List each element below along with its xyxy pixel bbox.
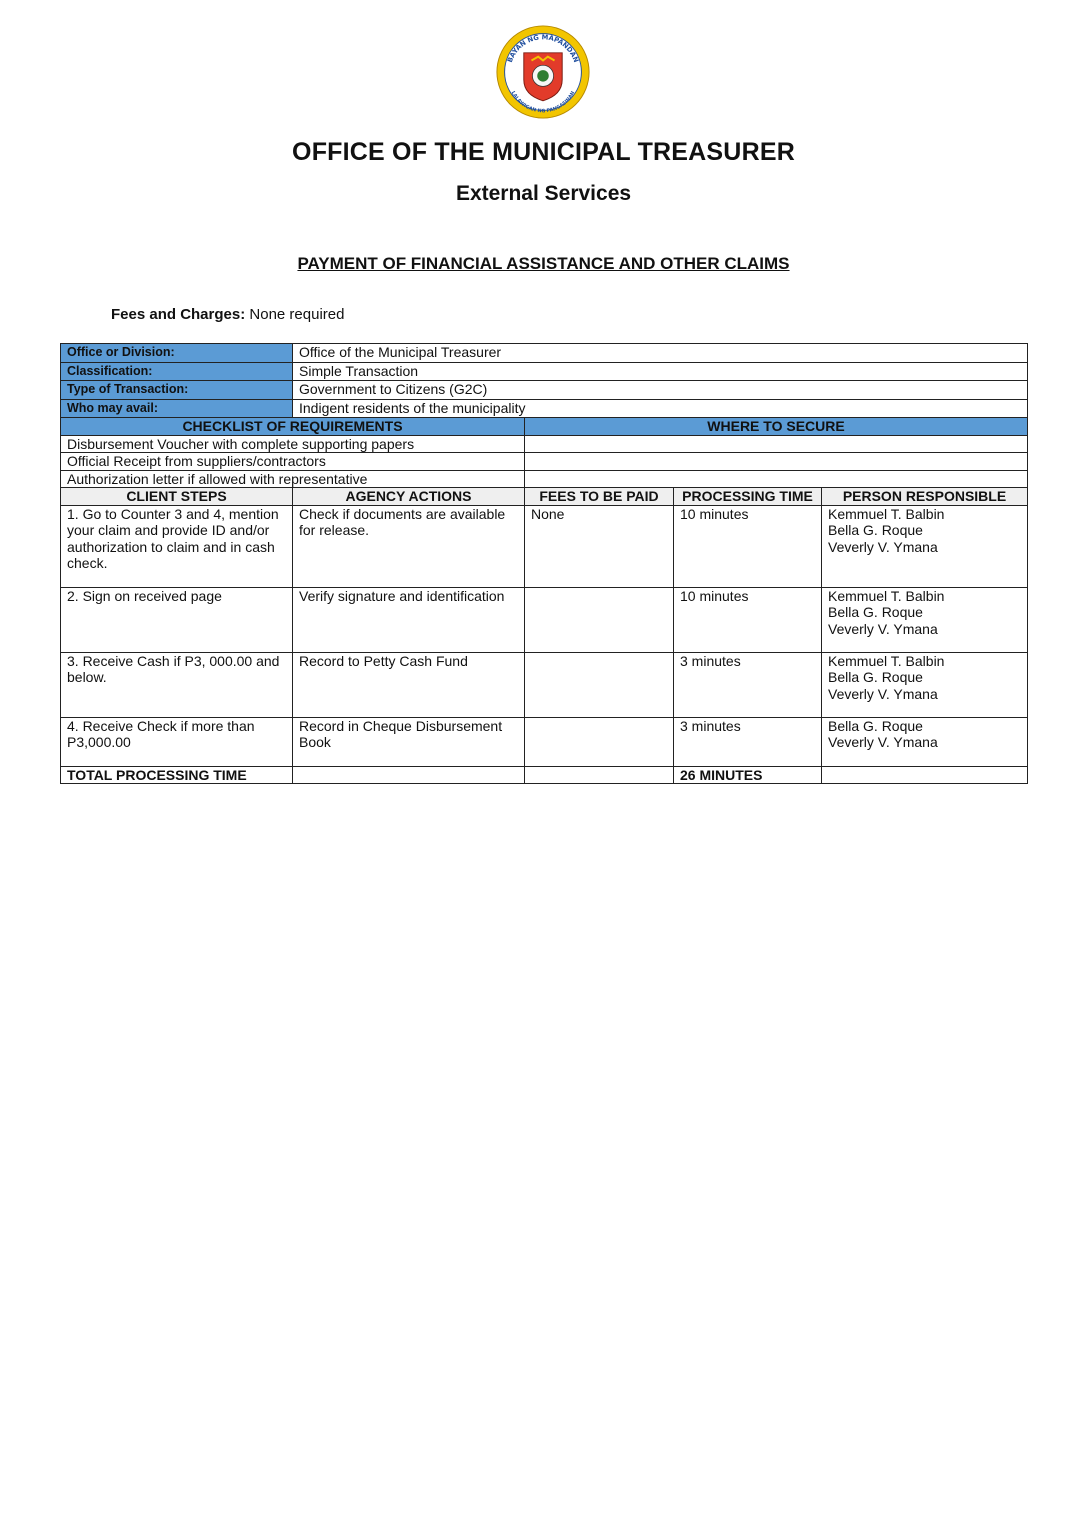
info-label: Who may avail: (61, 399, 293, 418)
where-to-secure-header: WHERE TO SECURE (525, 418, 1028, 436)
person-name: Bella G. Roque (828, 522, 923, 538)
municipal-seal-logo (495, 24, 591, 120)
process-table (60, 417, 1028, 784)
client-step: 4. Receive Check if more than P3,000.00 (61, 717, 293, 766)
checklist-header (61, 418, 1028, 436)
info-value: Office of the Municipal Treasurer (293, 344, 1028, 363)
office-title: OFFICE OF THE MUNICIPAL TREASURER (292, 138, 795, 166)
step-row (61, 652, 1028, 717)
checklist-header-label: CHECKLIST OF REQUIREMENTS (61, 418, 525, 436)
column-header-agency-actions: AGENCY ACTIONS (293, 488, 525, 506)
person-name: Veverly V. Ymana (828, 734, 938, 750)
info-row-who-may-avail (61, 399, 1028, 418)
processing-time: 10 minutes (674, 505, 822, 587)
requirement-text: Official Receipt from suppliers/contractors (61, 453, 525, 471)
requirement-text: Disbursement Voucher with complete supporting papers (61, 435, 525, 453)
info-row-office (61, 344, 1028, 363)
seal-top-text: BAYAN NG MAPANDAN (505, 33, 581, 64)
service-title: PAYMENT OF FINANCIAL ASSISTANCE AND OTHER CLAIMS (297, 254, 790, 273)
requirement-row (61, 453, 1028, 471)
agency-action: Check if documents are available for release. (293, 505, 525, 587)
persons-responsible (822, 717, 1028, 766)
total-empty (525, 766, 674, 784)
fee (525, 717, 674, 766)
agency-action: Record to Petty Cash Fund (293, 652, 525, 717)
info-label: Classification: (61, 362, 293, 381)
column-header-processing-time: PROCESSING TIME (674, 488, 822, 506)
seal-bottom-text: LALAWIGAN NG PANGASINAN (509, 90, 577, 115)
step-row (61, 587, 1028, 652)
info-label: Type of Transaction: (61, 381, 293, 400)
person-name: Veverly V. Ymana (828, 620, 938, 637)
where-to-secure-text (525, 453, 1028, 471)
column-header-fees: FEES TO BE PAID (525, 488, 674, 506)
where-to-secure-text (525, 470, 1028, 488)
info-label: Office or Division: (61, 344, 293, 363)
info-value: Simple Transaction (293, 362, 1028, 381)
agency-action: Verify signature and identification (293, 587, 525, 652)
person-name: Kemmuel T. Balbin (828, 652, 945, 669)
step-row (61, 505, 1028, 587)
processing-time: 3 minutes (674, 717, 822, 766)
services-subtitle: External Services (455, 182, 632, 205)
persons-responsible (822, 587, 1028, 652)
total-empty (293, 766, 525, 784)
fee: None (525, 505, 674, 587)
processing-time: 3 minutes (674, 652, 822, 717)
agency-action: Record in Cheque Disbursement Book (293, 717, 525, 766)
info-value: Government to Citizens (G2C) (293, 381, 1028, 400)
client-step: 2. Sign on received page (61, 587, 293, 652)
fees-value: None required (249, 306, 345, 323)
person-name: Kemmuel T. Balbin (828, 505, 945, 522)
total-row (61, 766, 1028, 784)
total-empty (822, 766, 1028, 784)
info-value: Indigent residents of the municipality (293, 399, 1028, 418)
persons-responsible (822, 652, 1028, 717)
requirement-row (61, 470, 1028, 488)
person-name: Veverly V. Ymana (828, 685, 938, 702)
fees-and-charges (111, 306, 344, 323)
info-row-transaction-type (61, 381, 1028, 400)
persons-responsible (822, 505, 1028, 587)
person-name: Bella G. Roque (828, 669, 923, 685)
person-name: Veverly V. Ymana (828, 538, 938, 555)
requirement-row (61, 435, 1028, 453)
person-name: Bella G. Roque (828, 604, 923, 620)
client-step: 1. Go to Counter 3 and 4, mention your claim and provide ID and/or authorization to claim and in cash check. (61, 505, 293, 587)
person-name: Bella G. Roque (828, 717, 923, 734)
processing-time: 10 minutes (674, 587, 822, 652)
client-step: 3. Receive Cash if P3, 000.00 and below. (61, 652, 293, 717)
total-value: 26 MINUTES (674, 766, 822, 784)
column-header-person-responsible: PERSON RESPONSIBLE (822, 488, 1028, 506)
step-row (61, 717, 1028, 766)
fee (525, 652, 674, 717)
service-info-table (60, 343, 1028, 418)
column-header-client-steps: CLIENT STEPS (61, 488, 293, 506)
requirement-text: Authorization letter if allowed with representative (61, 470, 525, 488)
total-label: TOTAL PROCESSING TIME (61, 766, 293, 784)
steps-column-header (61, 488, 1028, 506)
fees-label: Fees and Charges: (111, 306, 246, 323)
info-row-classification (61, 362, 1028, 381)
fee (525, 587, 674, 652)
where-to-secure-text (525, 435, 1028, 453)
person-name: Kemmuel T. Balbin (828, 587, 945, 604)
